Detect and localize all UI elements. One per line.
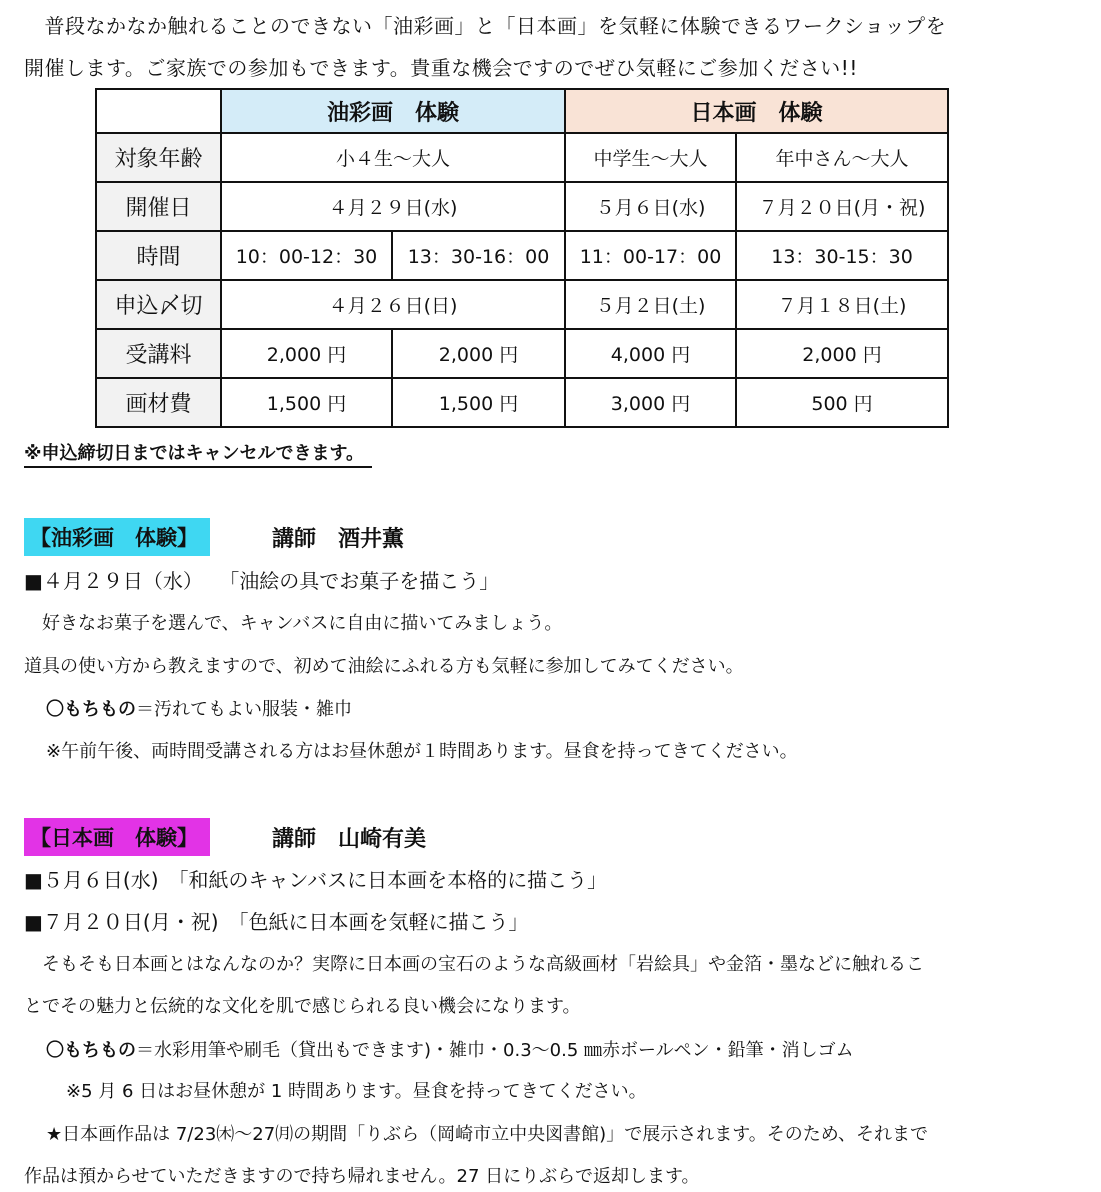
oil-desc-1: 好きなお菓子を選んで、キャンバスに自由に描いてみましょう。 (24, 613, 563, 634)
cell-date-oil: ４月２９日(水) (221, 182, 565, 231)
oil-session: ■４月２９日（水） 「油絵の具でお菓子を描こう」 (24, 569, 500, 593)
cell-age-oil: 小４生～大人 (221, 133, 565, 182)
row-label-fee: 受講料 (96, 329, 221, 378)
jp-desc-2: とでその魅力と伝統的な文化を肌で感じられる良い機会になります。 (24, 996, 581, 1017)
header-oil-painting: 油彩画 体験 (221, 89, 565, 133)
table-corner-cell (96, 89, 221, 133)
table-row-fee (96, 329, 948, 378)
row-label-material: 画材費 (96, 378, 221, 427)
jp-exhibit-2: 作品は預からせていただきますので持ち帰れません。27 日にりぶらで返却します。 (24, 1166, 700, 1187)
cell-age-jp2: 年中さん～大人 (736, 133, 948, 182)
cell-fee-oil1: 2,000 円 (221, 329, 392, 378)
oil-section-tag: 【油彩画 体験】 (24, 518, 210, 556)
cell-date-jp1: ５月６日(水) (565, 182, 736, 231)
cell-material-oil2: 1,500 円 (392, 378, 565, 427)
cell-material-jp2: 500 円 (736, 378, 948, 427)
oil-lunch-note: ※午前午後、両時間受講される方はお昼休憩が１時間あります。昼食を持ってきてください。 (46, 741, 798, 762)
oil-items-label: 〇もちもの (46, 699, 136, 720)
jp-lunch-note: ※5 月 6 日はお昼休憩が 1 時間あります。昼食を持ってきてください。 (66, 1081, 647, 1102)
jp-session-1: ■５月６日(水) 「和紙のキャンバスに日本画を本格的に描こう」 (24, 868, 608, 892)
intro-line-1: 普段なかなか触れることのできない「油彩画」と「日本画」を気軽に体験できるワークショップを (24, 14, 947, 38)
table-row-time (96, 231, 948, 280)
header-japanese-painting: 日本画 体験 (565, 89, 948, 133)
intro-line-2: 開催します。ご家族での参加もできます。貴重な機会ですのでぜひ気軽にご参加ください!! (24, 56, 858, 80)
table-row-deadline (96, 280, 948, 329)
cell-time-jp2: 13：30-15：30 (736, 231, 948, 280)
oil-teacher: 講師 酒井薫 (272, 527, 405, 552)
row-label-time: 時間 (96, 231, 221, 280)
cancel-note: ※申込締切日まではキャンセルできます。 (24, 442, 372, 468)
cell-material-oil1: 1,500 円 (221, 378, 392, 427)
cell-deadline-jp2: ７月１８日(土) (736, 280, 948, 329)
table-header-row (96, 89, 948, 133)
jp-items (46, 1036, 854, 1062)
cell-time-jp1: 11：00-17：00 (565, 231, 736, 280)
table-row-age (96, 133, 948, 182)
cell-deadline-jp1: ５月２日(土) (565, 280, 736, 329)
schedule-table (95, 88, 949, 428)
row-label-date: 開催日 (96, 182, 221, 231)
jp-items-text: ＝水彩用筆や刷毛（貸出もできます)・雑巾・0.3～0.5 ㎜赤ボールペン・鉛筆・消しゴム (136, 1040, 854, 1061)
cell-fee-jp2: 2,000 円 (736, 329, 948, 378)
cell-material-jp1: 3,000 円 (565, 378, 736, 427)
jp-teacher: 講師 山崎有美 (272, 827, 427, 852)
cell-time-oil2: 13：30-16：00 (392, 231, 565, 280)
cell-fee-jp1: 4,000 円 (565, 329, 736, 378)
oil-items-text: ＝汚れてもよい服装・雑巾 (136, 699, 352, 720)
jp-exhibit-1: ★日本画作品は 7/23㈭～27㈪の期間「りぶら（岡崎市立中央図書館)」で展示されます。そのため、それまで (46, 1124, 929, 1145)
oil-items (46, 695, 352, 721)
table-row-material (96, 378, 948, 427)
row-label-age: 対象年齢 (96, 133, 221, 182)
cell-time-oil1: 10：00-12：30 (221, 231, 392, 280)
jp-desc-1: そもそも日本画とはなんなのか？実際に日本画の宝石のような高級画材「岩絵具」や金箔・墨などに触れるこ (24, 954, 924, 975)
row-label-deadline: 申込〆切 (96, 280, 221, 329)
jp-items-label: 〇もちもの (46, 1040, 136, 1061)
cell-date-jp2: ７月２０日(月・祝) (736, 182, 948, 231)
cell-deadline-oil: ４月２６日(日) (221, 280, 565, 329)
oil-desc-2: 道具の使い方から教えますので、初めて油絵にふれる方も気軽に参加してみてください。 (24, 656, 744, 677)
cell-fee-oil2: 2,000 円 (392, 329, 565, 378)
cell-age-jp1: 中学生～大人 (565, 133, 736, 182)
jp-session-2: ■７月２０日(月・祝) 「色紙に日本画を気軽に描こう」 (24, 910, 529, 934)
table-row-date (96, 182, 948, 231)
jp-section-tag: 【日本画 体験】 (24, 818, 210, 856)
